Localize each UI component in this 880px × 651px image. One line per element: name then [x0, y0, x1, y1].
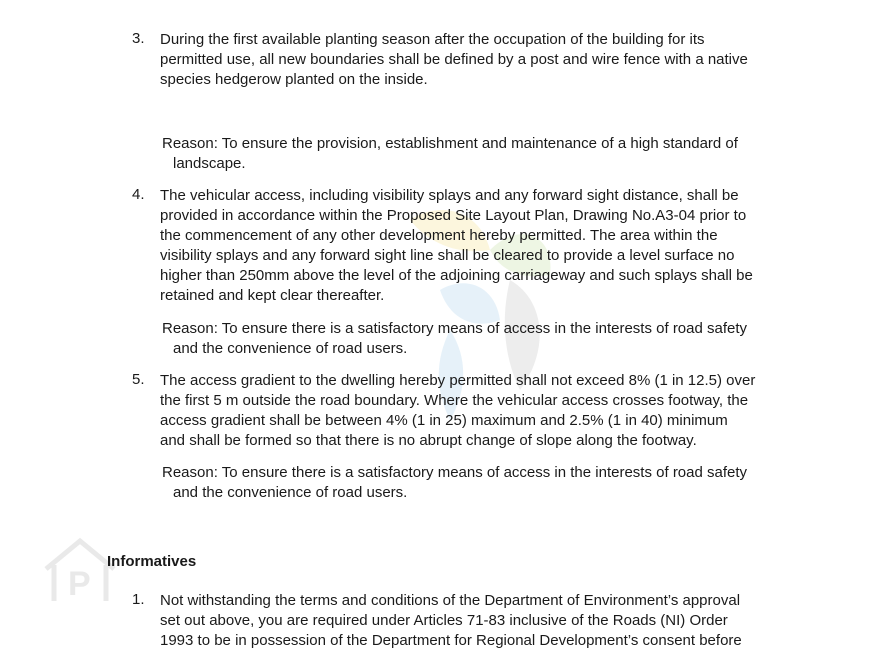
- informative-text: Not withstanding the terms and conditions of the Department of Environment’s approval set out above, you are required under Articles 71-83 inclusive of the Roads (NI) Order 1993 to be in possession of the Department for Regional Development’s consent before: [160, 592, 742, 649]
- condition-item: [132, 30, 822, 90]
- condition-number: 4.: [132, 186, 145, 203]
- condition-reason: Reason: To ensure there is a satisfactory means of access in the interests of road safety and the convenience of road users.: [162, 464, 748, 501]
- condition-number: 3.: [132, 30, 145, 47]
- informative-number: 1.: [132, 591, 145, 608]
- condition-item: [132, 371, 822, 451]
- svg-text:P: P: [68, 565, 91, 603]
- section-heading: Informatives: [107, 553, 197, 570]
- brand-logo-icon: [40, 535, 120, 605]
- condition-text: During the first available planting season after the occupation of the building for its permitted use, all new boundaries shall be defined by a post and wire fence with a native species hedgerow planted on the inside.: [160, 31, 748, 88]
- condition-text: The access gradient to the dwelling hereby permitted shall not exceed 8% (1 in 12.5) over the first 5 m outside the road boundary. Where the vehicular access crosses footway, the access gradient shall be between 4% (1 in 25) maximum and 2.5% (1 in 40) minimum and shall be formed so that there is no abrupt change of slope along the footway.: [160, 372, 756, 449]
- informative-item: [132, 591, 822, 651]
- condition-text: The vehicular access, including visibility splays and any forward sight distance, shall be provided in accordance within the Proposed Site Layout Plan, Drawing No.A3-04 prior to the commencement of any other development hereby permitted. The area within the visibility splays and any forward sight line shall be cleared to provide a level surface no higher than 250mm above the level of the adjoining carriageway and such splays shall be retained and kept clear thereafter.: [160, 187, 753, 304]
- condition-item: [132, 186, 822, 306]
- condition-number: 5.: [132, 371, 145, 388]
- condition-reason: Reason: To ensure the provision, establishment and maintenance of a high standard of landscape.: [162, 135, 738, 172]
- condition-reason: Reason: To ensure there is a satisfactory means of access in the interests of road safety and the convenience of road users.: [162, 320, 748, 357]
